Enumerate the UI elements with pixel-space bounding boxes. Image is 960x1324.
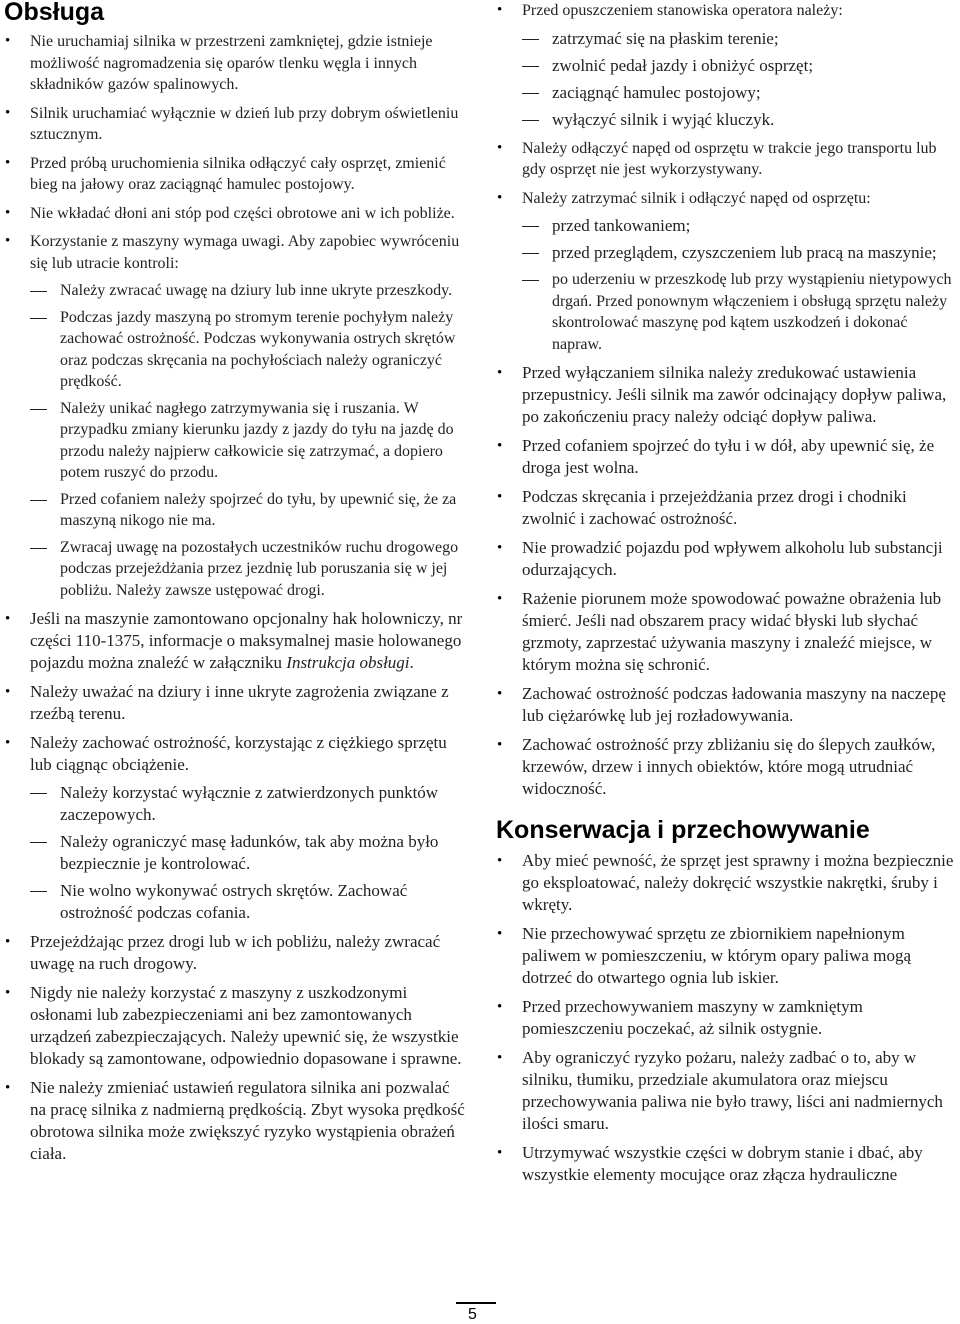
bullet-item: [4, 103, 466, 146]
dash-item: Należy zwracać uwagę na dziury lub inne ukryte przeszkody.: [30, 280, 466, 302]
bullet-text: Nie uruchamiaj silnika w przestrzeni zamkniętej, gdzie istnieje możliwość nagromadzenia się oparów tlenku węgla i innych składników gazów spalinowych.: [30, 33, 433, 93]
bullet-text: Aby mieć pewność, że sprzęt jest sprawny i można bezpiecznie go eksploatować, należy dokręcić wszystkie nakrętki, śruby i wkręty.: [522, 851, 954, 914]
bullet-text: Przed przechowywaniem maszyny w zamkniętym pomieszczeniu poczekać, aż silnik ostygnie.: [522, 997, 863, 1038]
bullet-item: [4, 1077, 466, 1165]
bullet-item: [496, 0, 958, 131]
bullet-item: [496, 1142, 958, 1186]
bullet-text: Nigdy nie należy korzystać z maszyny z uszkodzonymi osłonami lub zabezpieczeniami ani bez zamontowanych urządzeń zabezpieczających. Należy upewnić się, że wszystkie blokady są zamontowane, odpowiednio dopasowane i sprawne.: [30, 983, 462, 1068]
dash-item: zaciągnąć hamulec postojowy;: [522, 82, 958, 104]
dash-item: Należy ograniczyć masę ładunków, tak aby można było bezpiecznie je kontrolować.: [30, 831, 466, 875]
bullet-text: Nie wkładać dłoni ani stóp pod części obrotowe ani w ich pobliże.: [30, 204, 455, 222]
bullet-item: [496, 588, 958, 676]
dash-item: po uderzeniu w przeszkodę lub przy wystąpieniu nietypowych drgań. Przed ponownym włączeniem i obsługą sprzętu należy skontrolować maszynę pod kątem uszkodzeń i dokonać napraw.: [522, 269, 958, 355]
bullet-text: Jeśli na maszynie zamontowano opcjonalny hak holowniczy, nr części 110-1375, informacje o maksymalnej masie holowanego pojazdu można znaleźć w załączniku: [30, 609, 463, 672]
dash-list: [522, 28, 958, 131]
bullet-text: Przed wyłączaniem silnika należy zredukować ustawienia przepustnicy. Jeśli silnik ma zawór odcinający dopływ paliwa, po zakończeniu pracy należy odciąć dopływ paliwa.: [522, 363, 947, 426]
bullet-item: [4, 153, 466, 196]
bullet-item: [496, 486, 958, 530]
section-heading-obsluga: Obsługa: [4, 0, 105, 26]
bullet-text: Korzystanie z maszyny wymaga uwagi. Aby zapobiec wywróceniu się lub utracie kontroli:: [30, 233, 460, 272]
dash-item: Zwracaj uwagę na pozostałych uczestników ruchu drogowego podczas przejeżdżania przez jezdnię lub poruszania się w jej pobliżu. Należy zawsze ustępować drogi.: [30, 537, 466, 602]
bullet-item: [4, 931, 466, 975]
bullet-list-left: [4, 31, 466, 1165]
bullet-text: Zachować ostrożność przy zbliżaniu się do ślepych zaułków, krzewów, drzew i innych obiektów, które mogą utrudniać widoczność.: [522, 735, 936, 798]
bullet-item: [496, 138, 958, 181]
bullet-text: Rażenie piorunem może spowodować poważne obrażenia lub śmierć. Jeśli nad obszarem pracy widać błyski lub słychać grzmoty, zaprzestać używania maszyny i znaleźć miejsce, w którym można się schronić.: [522, 589, 942, 674]
bullet-item: [496, 435, 958, 479]
bullet-item: [4, 31, 466, 96]
dash-list: [30, 782, 466, 924]
bullet-text: Nie przechowywać sprzętu ze zbiornikiem napełnionym paliwem w pomieszczeniu, w którym opary paliwa mogą dotrzeć do otwartego ognia lub iskier.: [522, 924, 911, 987]
bullet-text: Silnik uruchamiać wyłącznie w dzień lub przy dobrym oświetleniu sztucznym.: [30, 104, 459, 143]
dash-item: przed przeglądem, czyszczeniem lub pracą na maszynie;: [522, 242, 958, 264]
bullet-item: [496, 734, 958, 800]
dash-item: Podczas jazdy maszyną po stromym terenie pochyłym należy zachować ostrożność. Podczas wykonywania ostrych skrętów oraz podczas skręcania na pochyłościach należy ograniczyć prędkość.: [30, 307, 466, 393]
dash-list: [30, 280, 466, 601]
dash-item: zwolnić pedał jazdy i obniżyć osprzęt;: [522, 55, 958, 77]
bullet-text: Należy zatrzymać silnik i odłączyć napęd od osprzętu:: [522, 189, 871, 207]
dash-item: Należy korzystać wyłącznie z zatwierdzonych punktów zaczepowych.: [30, 782, 466, 826]
page-number: 5: [468, 1306, 477, 1323]
bullet-item: [4, 231, 466, 601]
footer-rule: [456, 1302, 496, 1304]
bullet-item: [496, 923, 958, 989]
bullet-item: [496, 850, 958, 916]
bullet-item: [496, 1047, 958, 1135]
manual-reference: Instrukcja obsługi: [286, 653, 410, 672]
bullet-item: [496, 188, 958, 356]
section-heading-konserwacja: Konserwacja i przechowywanie: [496, 816, 870, 844]
bullet-text: Podczas skręcania i przejeżdżania przez drogi i chodniki zwolnić i zachować ostrożność.: [522, 487, 907, 528]
dash-item: wyłączyć silnik i wyjąć kluczyk.: [522, 109, 958, 131]
bullet-text: Nie należy zmieniać ustawień regulatora silnika ani pozwalać na pracę silnika z nadmierną prędkością. Zbyt wysoka prędkość obrotowa silnika może zwiększyć ryzyko wystąpienia obrażeń ciała.: [30, 1078, 465, 1163]
bullet-item: [4, 203, 466, 225]
bullet-text: Należy zachować ostrożność, korzystając z ciężkiego sprzętu lub ciągnąc obciążenie.: [30, 733, 447, 774]
bullet-text: Należy uważać na dziury i inne ukryte zagrożenia związane z rzeźbą terenu.: [30, 682, 449, 723]
bullet-text: Aby ograniczyć ryzyko pożaru, należy zadbać o to, aby w silniku, tłumiku, przedziale akumulatora oraz miejscu przechowywania paliwa nie było trawy, liści ani nadmiernych ilości smaru.: [522, 1048, 943, 1133]
bullet-item: [496, 996, 958, 1040]
bullet-item: [4, 982, 466, 1070]
bullet-text: Należy odłączyć napęd od osprzętu w trakcie jego transportu lub gdy osprzęt nie jest wykorzystywany.: [522, 139, 937, 178]
bullet-text: Przed próbą uruchomienia silnika odłączyć cały osprzęt, zmienić bieg na jałowy oraz zaciągnąć hamulec postojowy.: [30, 154, 446, 193]
bullet-item: [496, 683, 958, 727]
bullet-list-maintenance: [496, 850, 958, 1186]
dash-item: Przed cofaniem należy spojrzeć do tyłu, by upewnić się, że za maszyną nikogo nie ma.: [30, 489, 466, 532]
right-column: [496, 0, 958, 1193]
dash-item: przed tankowaniem;: [522, 215, 958, 237]
bullet-item: [496, 362, 958, 428]
bullet-list-right: [496, 0, 958, 800]
dash-item: Nie wolno wykonywać ostrych skrętów. Zachować ostrożność podczas cofania.: [30, 880, 466, 924]
bullet-text: Przed cofaniem spojrzeć do tyłu i w dół, aby upewnić się, że droga jest wolna.: [522, 436, 935, 477]
dash-item: zatrzymać się na płaskim terenie;: [522, 28, 958, 50]
left-column: [4, 0, 466, 1172]
bullet-text-tail: .: [409, 653, 414, 672]
bullet-text: Przed opuszczeniem stanowiska operatora należy:: [522, 2, 843, 19]
bullet-text: Utrzymywać wszystkie części w dobrym stanie i dbać, aby wszystkie elementy mocujące oraz złącza hydrauliczne: [522, 1143, 923, 1184]
bullet-item: [4, 732, 466, 924]
bullet-item: [496, 537, 958, 581]
bullet-text: Nie prowadzić pojazdu pod wpływem alkoholu lub substancji odurzających.: [522, 538, 943, 579]
bullet-item: [4, 608, 466, 674]
dash-item: Należy unikać nagłego zatrzymywania się i ruszania. W przypadku zmiany kierunku jazdy z jazdy do tyłu na jazdę do przodu należy najpierw całkowicie się zatrzymać, a dopiero potem ruszyć do przodu.: [30, 398, 466, 484]
dash-list: [522, 215, 958, 355]
bullet-text: Zachować ostrożność podczas ładowania maszyny na naczepę lub ciężarówkę lub jej rozładowywania.: [522, 684, 946, 725]
bullet-text: Przejeżdżając przez drogi lub w ich pobliżu, należy zwracać uwagę na ruch drogowy.: [30, 932, 441, 973]
bullet-item: [4, 681, 466, 725]
